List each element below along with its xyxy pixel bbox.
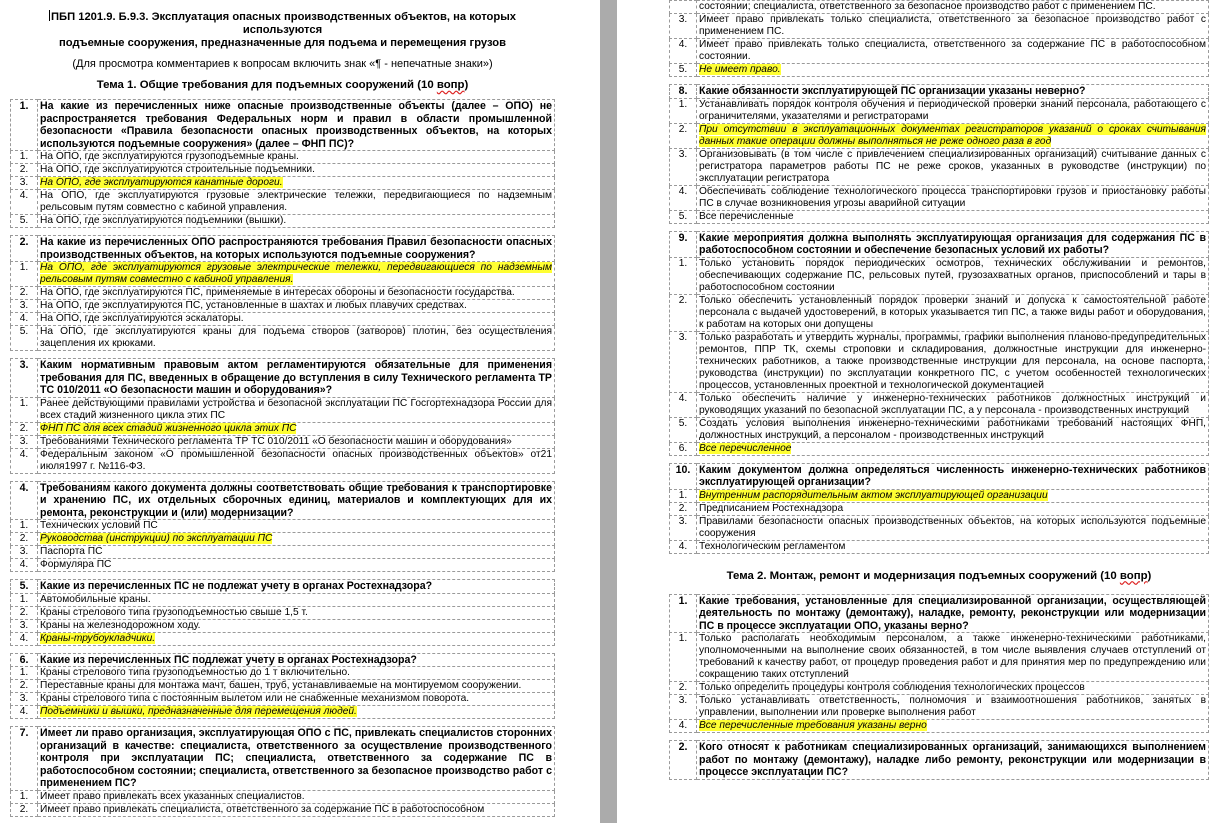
document-note: (Для просмотра комментариев к вопросам включить знак «¶ - непечатные знаки») (72, 58, 493, 70)
question-row (670, 741, 1209, 780)
answer-number: 3. (11, 300, 38, 313)
highlight: Краны-трубоукладчики. (40, 632, 156, 644)
answer-row (11, 151, 555, 164)
answer-row (11, 619, 555, 632)
question-number: 2. (670, 741, 697, 780)
answer-row (11, 693, 555, 706)
question-row (11, 359, 555, 398)
answer-number: 1. (670, 633, 697, 682)
answer-text: На ОПО, где эксплуатируются подъемники (вышки). (38, 215, 555, 228)
question-table (10, 99, 555, 228)
answer-row (11, 435, 555, 448)
question-text: Какие требования, установленные для специализированной организации, осуществляющей деятельность по монтажу (демонтажу), наладке, ремонту, реконструкции или модернизации ПС в процессе эксплуатации ОПО, указаны верно? (697, 594, 1209, 633)
question-row (11, 580, 555, 594)
question-table (669, 231, 1209, 456)
answer-row (670, 633, 1209, 682)
answer-number: 2. (11, 422, 38, 435)
question-number: 1. (11, 100, 38, 151)
answer-number: 3. (11, 693, 38, 706)
answer-row (670, 64, 1209, 77)
answer-row (670, 540, 1209, 553)
answer-number: 1. (11, 262, 38, 287)
answer-row (11, 520, 555, 533)
answer-text: Только установить порядок периодических осмотров, технических обслуживании и ремонтов, обеспечивающих содержание ПС, рельсовых путей, грузозахватных органов, приспособлений и тары в работоспособном состоянии (697, 257, 1209, 294)
answer-text: Ранее действующими правилами устройства и безопасной эксплуатации ПС Госгортехнадзора России для всех стадий жизненного цикла этих ПС (38, 397, 555, 422)
answer-number: 1. (11, 520, 38, 533)
answer-text: На ОПО, где эксплуатируются ПС, установленные в шахтах и любых плавучих средствах. (38, 300, 555, 313)
highlight: Все перечисленное (699, 442, 792, 454)
correct-answer-text (697, 123, 1209, 148)
answer-text: Только обеспечить наличие у инженерно-технических работников должностных инструкций и руководящих указаний по безопасной эксплуатации ПС, а у персонала - производственных инструкций (697, 392, 1209, 417)
answer-number: 2. (11, 164, 38, 177)
answer-number: 1. (11, 397, 38, 422)
answer-text: На ОПО, где эксплуатируются ПС, применяемые в интересах обороны и безопасности государства. (38, 287, 555, 300)
answer-text: Формуляра ПС (38, 559, 555, 572)
answer-row (670, 39, 1209, 64)
answer-row (670, 148, 1209, 185)
topic-title-2: Тема 2. Монтаж, ремонт и модернизация подъемных сооружений (10 вопр) (726, 569, 1152, 582)
answer-row (670, 417, 1209, 442)
answer-text: Краны стрелового типа с постоянным вылетом или не снабженные механизмом поворота. (38, 693, 555, 706)
answer-number: 5. (670, 64, 697, 77)
answer-text: На ОПО, где эксплуатируются грузоподъемные краны. (38, 151, 555, 164)
answer-number: 2. (11, 606, 38, 619)
highlight: На ОПО, где эксплуатируются канатные дороги. (40, 177, 283, 188)
answer-number: 1. (670, 257, 697, 294)
answer-row (670, 123, 1209, 148)
question-table-continued (669, 0, 1209, 77)
question-row (11, 481, 555, 520)
answer-text: Переставные краны для монтажа мачт, башен, труб, устанавливаемые на монтируемом сооружении. (38, 680, 555, 693)
highlight: На ОПО, где эксплуатируются грузовые электрические тележки, передвигающиеся по надземным рельсовым путям совместно с кабиной управления. (40, 262, 552, 285)
question-text: Какие из перечисленных ПС подлежат учету в органах Ростехнадзора? (38, 653, 555, 667)
answer-row (11, 287, 555, 300)
question-table (10, 726, 555, 817)
answer-number: 3. (670, 148, 697, 185)
question-number: 1. (670, 594, 697, 633)
answer-row (11, 533, 555, 546)
question-table (669, 594, 1209, 734)
answer-number: 4. (11, 559, 38, 572)
answer-row (11, 326, 555, 351)
answer-row (11, 559, 555, 572)
answer-row (670, 489, 1209, 502)
answer-text: Все перечисленные (697, 210, 1209, 223)
highlight: Не имеет право. (699, 64, 781, 75)
topic-title-1: Тема 1. Общие требования для подъемных сооружений (10 вопр) (96, 79, 469, 91)
question-text: Каким нормативным правовым актом регламентируются обязательные для применения требования для ПС, введенных в обращение до вступления в силу Технического регламента ТР ТС 010/2011 «О безопасности машин и оборудования»? (38, 359, 555, 398)
correct-answer-text (38, 632, 555, 645)
answer-number: 2. (11, 533, 38, 546)
question-text: На какие из перечисленных ОПО распространяются требования Правил безопасности опасных производственных объектов, на которых используются подъемные сооружения? (38, 236, 555, 262)
answer-row (11, 546, 555, 559)
answer-number: 2. (670, 682, 697, 695)
question-number: 9. (670, 231, 697, 257)
question-table (10, 481, 555, 573)
answer-row (670, 515, 1209, 540)
question-text: Требованиям какого документа должны соответствовать общие требования к транспортировке и хранению ПС, их отдельных сборочных единиц, материалов и комплектующих для их ремонта, реконструкции и (или) модернизации? (38, 481, 555, 520)
spelling-mark: вопр (436, 79, 465, 91)
answer-number: 2. (11, 803, 38, 816)
question-table (10, 579, 555, 646)
answer-text: Технических условий ПС (38, 520, 555, 533)
answer-text: Создать условия выполнения инженерно-техническими работниками требований настоящих ФНП, должностных инструкций, а персоналом - производственных инструкций (697, 417, 1209, 442)
answer-text: Устанавливать порядок контроля обучения и периодической проверки знаний персонала, работающего с ограничителями, указателями и регистраторами (697, 98, 1209, 123)
answer-row (11, 422, 555, 435)
answer-number: 1. (670, 489, 697, 502)
answer-row (11, 632, 555, 645)
answer-row (11, 448, 555, 473)
answer-row (670, 14, 1209, 39)
answer-row (11, 803, 555, 816)
answer-row (11, 606, 555, 619)
question-table (669, 463, 1209, 554)
answer-text: Только располагать необходимым персоналом, а также инженерно-техническими работниками, уполномоченными на выполнение своих обязанностей, в том числе выявления случаев отступлений от требований к качеству работ, от процедур проведения работ и для принятия мер по предупреждению или сокращению таких отступлений (697, 633, 1209, 682)
question-text: Кого относят к работникам специализированных организаций, занимающихся выполнением работ по монтажу (демонтажу), наладке либо ремонту, реконструкции или модернизации в процессе эксплуатации ПС? (697, 741, 1209, 780)
answer-row (670, 210, 1209, 223)
highlight: ФНП ПС для всех стадий жизненного цикла этих ПС (40, 422, 297, 434)
answer-row (670, 98, 1209, 123)
answer-text: Предписанием Ростехнадзора (697, 502, 1209, 515)
answer-number: 4. (11, 706, 38, 719)
answer-row (670, 442, 1209, 455)
answer-text: Только устанавливать ответственность, полномочия и взаимоотношения работников, занятых в управлении, выполнении или проверке выполнения работ (697, 695, 1209, 720)
answer-row (11, 667, 555, 680)
answer-row (11, 680, 555, 693)
correct-answer-text (697, 442, 1209, 455)
highlight: При отсутствии в эксплуатационных документах регистраторов указаний о сроках считывания данных такие операции должны выполняться не реже одного раза в год (699, 123, 1206, 147)
answer-number: 3. (670, 515, 697, 540)
answer-number: 1. (11, 151, 38, 164)
answer-row (670, 185, 1209, 210)
question-number: 5. (11, 580, 38, 594)
answer-row (670, 695, 1209, 720)
answer-text: Имеет право привлекать только специалиста, ответственного за безопасное производство работ с применением ПС. (697, 14, 1209, 39)
answer-text: состоянии; специалиста, ответственного за безопасное производство работ с применением ПС. (697, 1, 1209, 14)
answer-number: 2. (11, 287, 38, 300)
answer-number: 2. (670, 502, 697, 515)
answer-number: 4. (670, 540, 697, 553)
answer-number: 2. (670, 294, 697, 331)
correct-answer-text (38, 533, 555, 546)
question-row (670, 85, 1209, 99)
answer-row (670, 682, 1209, 695)
answer-text: На ОПО, где эксплуатируются грузовые электрические тележки, передвигающиеся по надземным рельсовым путям совместно с кабиной управления. (38, 190, 555, 215)
document-page-left[interactable] (0, 0, 600, 823)
answer-row (670, 502, 1209, 515)
answer-row (670, 257, 1209, 294)
answer-number: 1. (11, 790, 38, 803)
answer-text: Краны стрелового типа грузоподъемностью до 1 т включительно. (38, 667, 555, 680)
question-text: Какие из перечисленных ПС не подлежат учету в органах Ростехнадзора? (38, 580, 555, 594)
answer-row (11, 177, 555, 190)
answer-text: Только обеспечить установленный порядок проверки знаний и допуска к самостоятельной работе персонала с выдачей удостоверений, в которых указывается тип ПС, а также виды работ и оборудования, к работам на которых они допущены (697, 294, 1209, 331)
answer-number: 4. (670, 392, 697, 417)
answer-row (11, 593, 555, 606)
answer-number: 2. (670, 123, 697, 148)
answer-number: 3. (670, 331, 697, 392)
answer-text: Организовывать (в том числе с привлечением специализированных организаций) считывание данных с регистратора параметров работы ПС не реже сроков, указанных в руководстве (инструкции) по эксплуатации регистратора (697, 148, 1209, 185)
answer-row (11, 262, 555, 287)
answer-text: Автомобильные краны. (38, 593, 555, 606)
answer-number: 1. (670, 98, 697, 123)
question-text: Каким документом должна определяться численность инженерно-технических работников эксплуатирующей организации? (697, 463, 1209, 489)
question-row (670, 463, 1209, 489)
question-text: На какие из перечисленных ниже опасные производственные объекты (далее – ОПО) не распространяется требования Федеральных норм и правил в области промышленной безопасности «Правила безопасности опасных производственных объектов, на которых используются подъемные сооружения» (далее – ФНП ПС)? (38, 100, 555, 151)
correct-answer-text (38, 706, 555, 719)
answer-text: Имеет право привлекать специалиста, ответственного за содержание ПС в работоспособном (38, 803, 555, 816)
spelling-mark: вопр (1119, 569, 1148, 582)
highlight: Подъемники и вышки, предназначенные для перемещения людей. (40, 706, 357, 717)
question-row (11, 236, 555, 262)
answer-number (670, 1, 697, 14)
answer-row (11, 300, 555, 313)
answer-text: Правилами безопасности опасных производственных объектов, на которых используются подъемные сооружения (697, 515, 1209, 540)
question-row (670, 594, 1209, 633)
highlight: Внутренним распорядительным актом эксплуатирующей организации (699, 489, 1048, 501)
answer-number: 4. (670, 185, 697, 210)
correct-answer-text (697, 720, 1209, 733)
answer-number: 3. (670, 14, 697, 39)
question-number: 7. (11, 727, 38, 791)
answer-text: На ОПО, где эксплуатируются эскалаторы. (38, 313, 555, 326)
correct-answer-text (697, 489, 1209, 502)
answer-number: 3. (11, 435, 38, 448)
answer-text: Имеет право привлекать только специалиста, ответственного за содержание ПС в работоспособном состоянии. (697, 39, 1209, 64)
answer-number: 5. (670, 210, 697, 223)
question-table (669, 84, 1209, 224)
answer-number: 4. (670, 720, 697, 733)
answer-number: 3. (670, 695, 697, 720)
answer-row (11, 397, 555, 422)
question-row (11, 653, 555, 667)
question-number: 2. (11, 236, 38, 262)
answer-row (670, 720, 1209, 733)
question-row (11, 100, 555, 151)
question-number: 4. (11, 481, 38, 520)
answer-number: 3. (11, 619, 38, 632)
answer-number: 4. (11, 313, 38, 326)
answer-row (670, 331, 1209, 392)
answer-row (11, 190, 555, 215)
answer-text: Паспорта ПС (38, 546, 555, 559)
answer-number: 5. (670, 417, 697, 442)
answer-text: Краны стрелового типа грузоподъемностью свыше 1,5 т. (38, 606, 555, 619)
answer-row (11, 313, 555, 326)
correct-answer-text (38, 262, 555, 287)
answer-text: Технологическим регламентом (697, 540, 1209, 553)
answer-number: 5. (11, 326, 38, 351)
question-table (10, 235, 555, 351)
question-row (670, 231, 1209, 257)
document-page-right[interactable] (617, 0, 1217, 823)
answer-text: Краны на железнодорожном ходу. (38, 619, 555, 632)
question-number: 10. (670, 463, 697, 489)
answer-number: 4. (11, 632, 38, 645)
question-table (10, 358, 555, 474)
answer-number: 1. (11, 593, 38, 606)
correct-answer-text (38, 422, 555, 435)
answer-text: На ОПО, где эксплуатируются краны для подъема створов (затворов) плотин, без осуществления зацепления их крюками. (38, 326, 555, 351)
answer-text: Требованиями Технического регламента ТР ТС 010/2011 «О безопасности машин и оборудования» (38, 435, 555, 448)
answer-number: 3. (11, 177, 38, 190)
document-title: ПБП 1201.9. Б.9.3. Эксплуатация опасных производственных объектов, на которых используются подъемные сооружения, предназначенные для подъема и перемещения грузов (51, 11, 516, 49)
question-list-topic2 (669, 594, 1209, 780)
answer-text: Обеспечивать соблюдение технологического процесса транспортировки грузов и приостановку работы ПС в случае возникновения угрозы аварийной ситуации (697, 185, 1209, 210)
answer-text: На ОПО, где эксплуатируются строительные подъемники. (38, 164, 555, 177)
question-number: 8. (670, 85, 697, 99)
answer-text: Только определить процедуры контроля соблюдения технологических процессов (697, 682, 1209, 695)
question-text: Имеет ли право организация, эксплуатирующая ОПО с ПС, привлекать специалистов сторонних организаций в качестве: специалиста, ответственного за осуществление производственного контроля при эксплуатации ПС; специалиста, ответственного за содержание ПС в работоспособном состоянии; специалиста, ответственного за безопасное производство работ с применением ПС? (38, 727, 555, 791)
answer-row (670, 392, 1209, 417)
answer-number: 5. (11, 215, 38, 228)
question-row (11, 727, 555, 791)
highlight: Руководства (инструкции) по эксплуатации ПС (40, 533, 273, 544)
question-text: Какие мероприятия должна выполнять эксплуатирующая организация для содержания ПС в работоспособном состоянии и обеспечение безопасных условий их работы? (697, 231, 1209, 257)
question-text: Какие обязанности эксплуатирующей ПС организации указаны неверно? (697, 85, 1209, 99)
question-table (10, 653, 555, 720)
answer-number: 4. (670, 39, 697, 64)
question-list-right (669, 84, 1209, 554)
highlight: Все перечисленные требования указаны верно (699, 720, 927, 731)
text-cursor (49, 10, 50, 21)
correct-answer-text (38, 177, 555, 190)
answer-text: Федеральным законом «О промышленной безопасности опасных производственных объектов» от21 июля1997 г. №116-ФЗ. (38, 448, 555, 473)
answer-number: 6. (670, 442, 697, 455)
question-list-left (10, 99, 555, 817)
question-number: 3. (11, 359, 38, 398)
question-table (669, 740, 1209, 780)
answer-row (670, 294, 1209, 331)
answer-text: Имеет право привлекать всех указанных специалистов. (38, 790, 555, 803)
answer-row (11, 215, 555, 228)
question-number: 6. (11, 653, 38, 667)
answer-text: Только разработать и утвердить журналы, программы, графики выполнения планово-предупредительных ремонтов, ППР ТК, схемы строповки и складирования, должностные инструкции для инженерно- технических работников, а также производственные инструкции для персонала, на основе паспорта, руководства (инструкции) по эксплуатации конкретного ПС, с учетом особенностей технологических процессов, установленных проектной и технологической документацией (697, 331, 1209, 392)
answer-row (11, 706, 555, 719)
answer-row (11, 164, 555, 177)
answer-number: 1. (11, 667, 38, 680)
answer-row (11, 790, 555, 803)
answer-number: 4. (11, 190, 38, 215)
answer-number: 3. (11, 546, 38, 559)
answer-number: 2. (11, 680, 38, 693)
correct-answer-text (697, 64, 1209, 77)
answer-number: 4. (11, 448, 38, 473)
